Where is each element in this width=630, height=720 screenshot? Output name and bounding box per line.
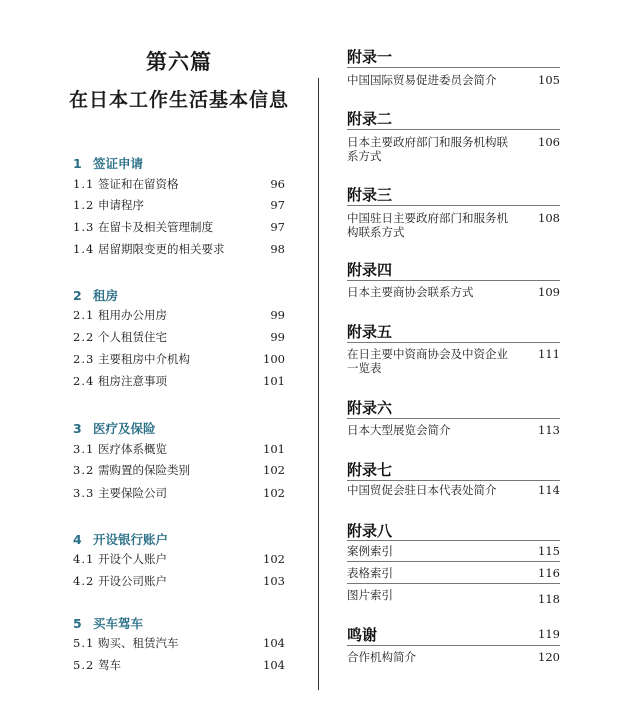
toc-entry[interactable]: 1.2 申请程序 97 — [73, 198, 285, 212]
appendix-heading: 附录三 — [347, 186, 393, 204]
appendix-rule — [347, 205, 560, 206]
appendix-rule — [347, 480, 560, 481]
section-heading: 1 签证申请 — [73, 156, 144, 171]
appendix-heading: 附录二 — [347, 110, 393, 128]
appendix-entry[interactable]: 日本大型展览会简介 113 — [347, 423, 560, 437]
appendix-rule — [347, 418, 560, 419]
toc-entry[interactable]: 2.1 租用办公用房 99 — [73, 308, 285, 322]
toc-entry[interactable]: 1.4 居留期限变更的相关要求 98 — [73, 242, 285, 256]
toc-entry[interactable]: 4.2 开设公司账户 103 — [73, 574, 285, 588]
column-divider — [318, 78, 319, 690]
appendix-rule — [347, 280, 560, 281]
appendix-heading: 附录八 — [347, 522, 393, 540]
appendix-entry[interactable]: 图片索引 118 — [347, 588, 560, 606]
appendix-entry[interactable]: 案例索引 115 — [347, 544, 560, 558]
toc-entry[interactable]: 2.2 个人租赁住宅 99 — [73, 330, 285, 344]
toc-entry[interactable]: 5.1 购买、租赁汽车 104 — [73, 636, 285, 650]
appendix-rule — [347, 645, 560, 646]
section-heading: 2 租房 — [73, 288, 119, 303]
section-heading: 5 买车驾车 — [73, 616, 144, 631]
toc-entry[interactable]: 3.1 医疗体系概览 101 — [73, 442, 285, 456]
appendix-heading: 附录四 — [347, 261, 393, 279]
acknowledgements-page[interactable]: 119 — [538, 627, 560, 641]
appendix-rule — [347, 342, 560, 343]
toc-entry[interactable]: 2.4 租房注意事项 101 — [73, 374, 285, 388]
appendix-heading: 附录一 — [347, 48, 393, 66]
appendix-entry[interactable]: 中国贸促会驻日本代表处简介 114 — [347, 483, 560, 497]
appendix-entry[interactable]: 日本主要商协会联系方式 109 — [347, 285, 560, 299]
toc-entry[interactable]: 4.1 开设个人账户 102 — [73, 552, 285, 566]
appendix-rule — [347, 583, 560, 584]
part-title: 第六篇 — [146, 49, 212, 74]
appendix-rule — [347, 561, 560, 562]
section-heading: 4 开设银行账户 — [73, 532, 169, 547]
appendix-rule — [347, 129, 560, 130]
appendix-entry[interactable]: 中国国际贸易促进委员会简介 105 — [347, 73, 560, 87]
acknowledgements-heading: 鸣谢 — [347, 626, 378, 644]
appendix-entry[interactable]: 日本主要政府部门和服务机构联系方式 106 — [347, 135, 560, 163]
section-heading: 3 医疗及保险 — [73, 421, 156, 436]
toc-entry[interactable]: 3.2 需购置的保险类别 102 — [73, 463, 285, 477]
toc-entry[interactable]: 3.3 主要保险公司 102 — [73, 486, 285, 500]
toc-entry[interactable]: 1.3 在留卡及相关管理制度 97 — [73, 220, 285, 234]
appendix-heading: 附录五 — [347, 323, 393, 341]
toc-entry[interactable]: 5.2 驾车 104 — [73, 658, 285, 672]
part-subtitle: 在日本工作生活基本信息 — [68, 89, 289, 111]
appendix-entry[interactable]: 合作机构简介 120 — [347, 650, 560, 664]
appendix-heading: 附录七 — [347, 461, 393, 479]
appendix-rule — [347, 540, 560, 541]
appendix-entry[interactable]: 中国驻日主要政府部门和服务机构联系方式 108 — [347, 211, 560, 239]
toc-entry[interactable]: 2.3 主要租房中介机构 100 — [73, 352, 285, 366]
toc-entry[interactable]: 1.1 签证和在留资格 96 — [73, 177, 285, 191]
appendix-heading: 附录六 — [347, 399, 393, 417]
appendix-entry[interactable]: 在日主要中资商协会及中资企业一览表 111 — [347, 347, 560, 375]
appendix-rule — [347, 67, 560, 68]
appendix-entry[interactable]: 表格索引 116 — [347, 566, 560, 580]
